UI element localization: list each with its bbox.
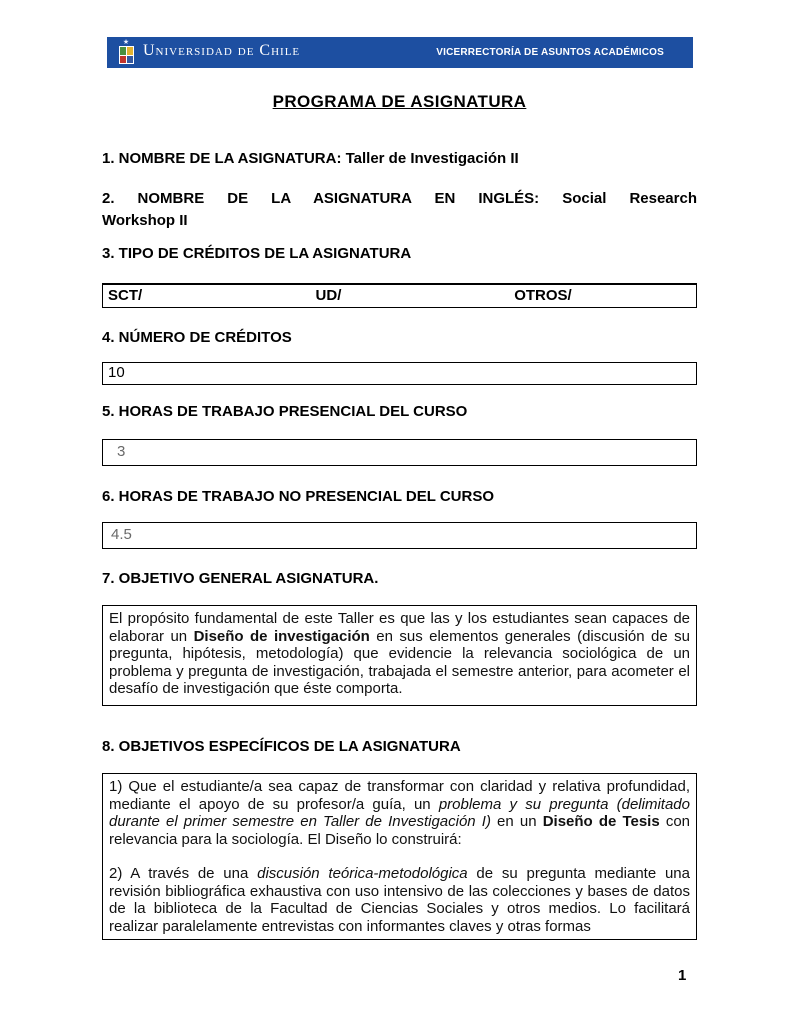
objetivo-especifico-paragraph-1: 1) Que el estudiante/a sea capaz de transformar con claridad y relativa profundidad, mediante el apoyo de su profesor/a guía, un problema y su pregunta (delimitado durante el primer semestre en Taller de Investigación I) en un Diseño de Tesis con relevancia para la sociología. El Diseño lo construirá:	[109, 778, 691, 848]
credit-cell-sct[interactable]: SCT/	[108, 287, 143, 305]
objetivo-general-paragraph: El propósito fundamental de este Taller es que las y los estudiantes sean capaces de elaborar un Diseño de investigación en sus elementos generales (discusión de su pregunta, hipótesis, metodología) que evidencie la relevancia sociológica de un problema y pregunta de investigación, trabajada el semestre anterior, para acometer el desafío de investigación que éste comporta.	[109, 610, 690, 697]
objetivo-general-box	[102, 605, 697, 706]
header-bar	[107, 37, 693, 68]
shield-quadrant-blue	[127, 56, 133, 64]
section-8-heading: 8. OBJETIVOS ESPECÍFICOS DE LA ASIGNATURA	[102, 738, 461, 755]
university-name: Universidad de Chile	[143, 42, 301, 59]
shield-quadrant-red	[120, 56, 126, 64]
section-2-heading-line2: Workshop II	[102, 212, 188, 229]
section-7-heading: 7. OBJETIVO GENERAL ASIGNATURA.	[102, 570, 379, 587]
star-icon: ★	[122, 39, 130, 46]
objetivos-especificos-box	[102, 773, 697, 940]
section-2-heading-line1: 2. NOMBRE DE LA ASIGNATURA EN INGLÉS: Social Research	[102, 190, 697, 207]
section-6-heading: 6. HORAS DE TRABAJO NO PRESENCIAL DEL CURSO	[102, 488, 494, 505]
credit-cell-otros[interactable]: OTROS/	[514, 287, 572, 305]
shield-quadrant-green	[120, 47, 126, 55]
section-1-heading: 1. NOMBRE DE LA ASIGNATURA: Taller de Investigación II	[102, 150, 519, 167]
department-name: VICERRECTORÍA DE ASUNTOS ACADÉMICOS	[436, 47, 664, 58]
section-4-heading: 4. NÚMERO DE CRÉDITOS	[102, 329, 292, 346]
objetivo-especifico-paragraph-2: 2) A través de una discusión teórica-metodológica de su pregunta mediante una revisión bibliográfica exhaustiva con uso intensivo de las colecciones y bases de datos de la biblioteca de la Facultad de Ciencias Sociales y otros medios. Lo facilitará realizar paralelamente entrevistas con informantes claves y otras formas	[109, 865, 690, 935]
credit-cell-ud[interactable]: UD/	[315, 287, 342, 305]
horas-presencial-field[interactable]: 3	[102, 439, 697, 466]
credit-type-table	[102, 283, 697, 308]
page-number: 1	[678, 967, 687, 984]
shield-quadrant-yellow	[127, 47, 133, 55]
universidad-de-chile-logo-icon	[117, 39, 135, 66]
section-5-heading: 5. HORAS DE TRABAJO PRESENCIAL DEL CURSO	[102, 403, 468, 420]
section-2-heading	[102, 188, 697, 232]
page-title: PROGRAMA DE ASIGNATURA	[272, 92, 527, 111]
numero-creditos-field[interactable]: 10	[102, 362, 697, 385]
shield-icon	[119, 46, 134, 64]
section-3-heading: 3. TIPO DE CRÉDITOS DE LA ASIGNATURA	[102, 245, 412, 262]
horas-no-presencial-field[interactable]: 4.5	[102, 522, 697, 549]
